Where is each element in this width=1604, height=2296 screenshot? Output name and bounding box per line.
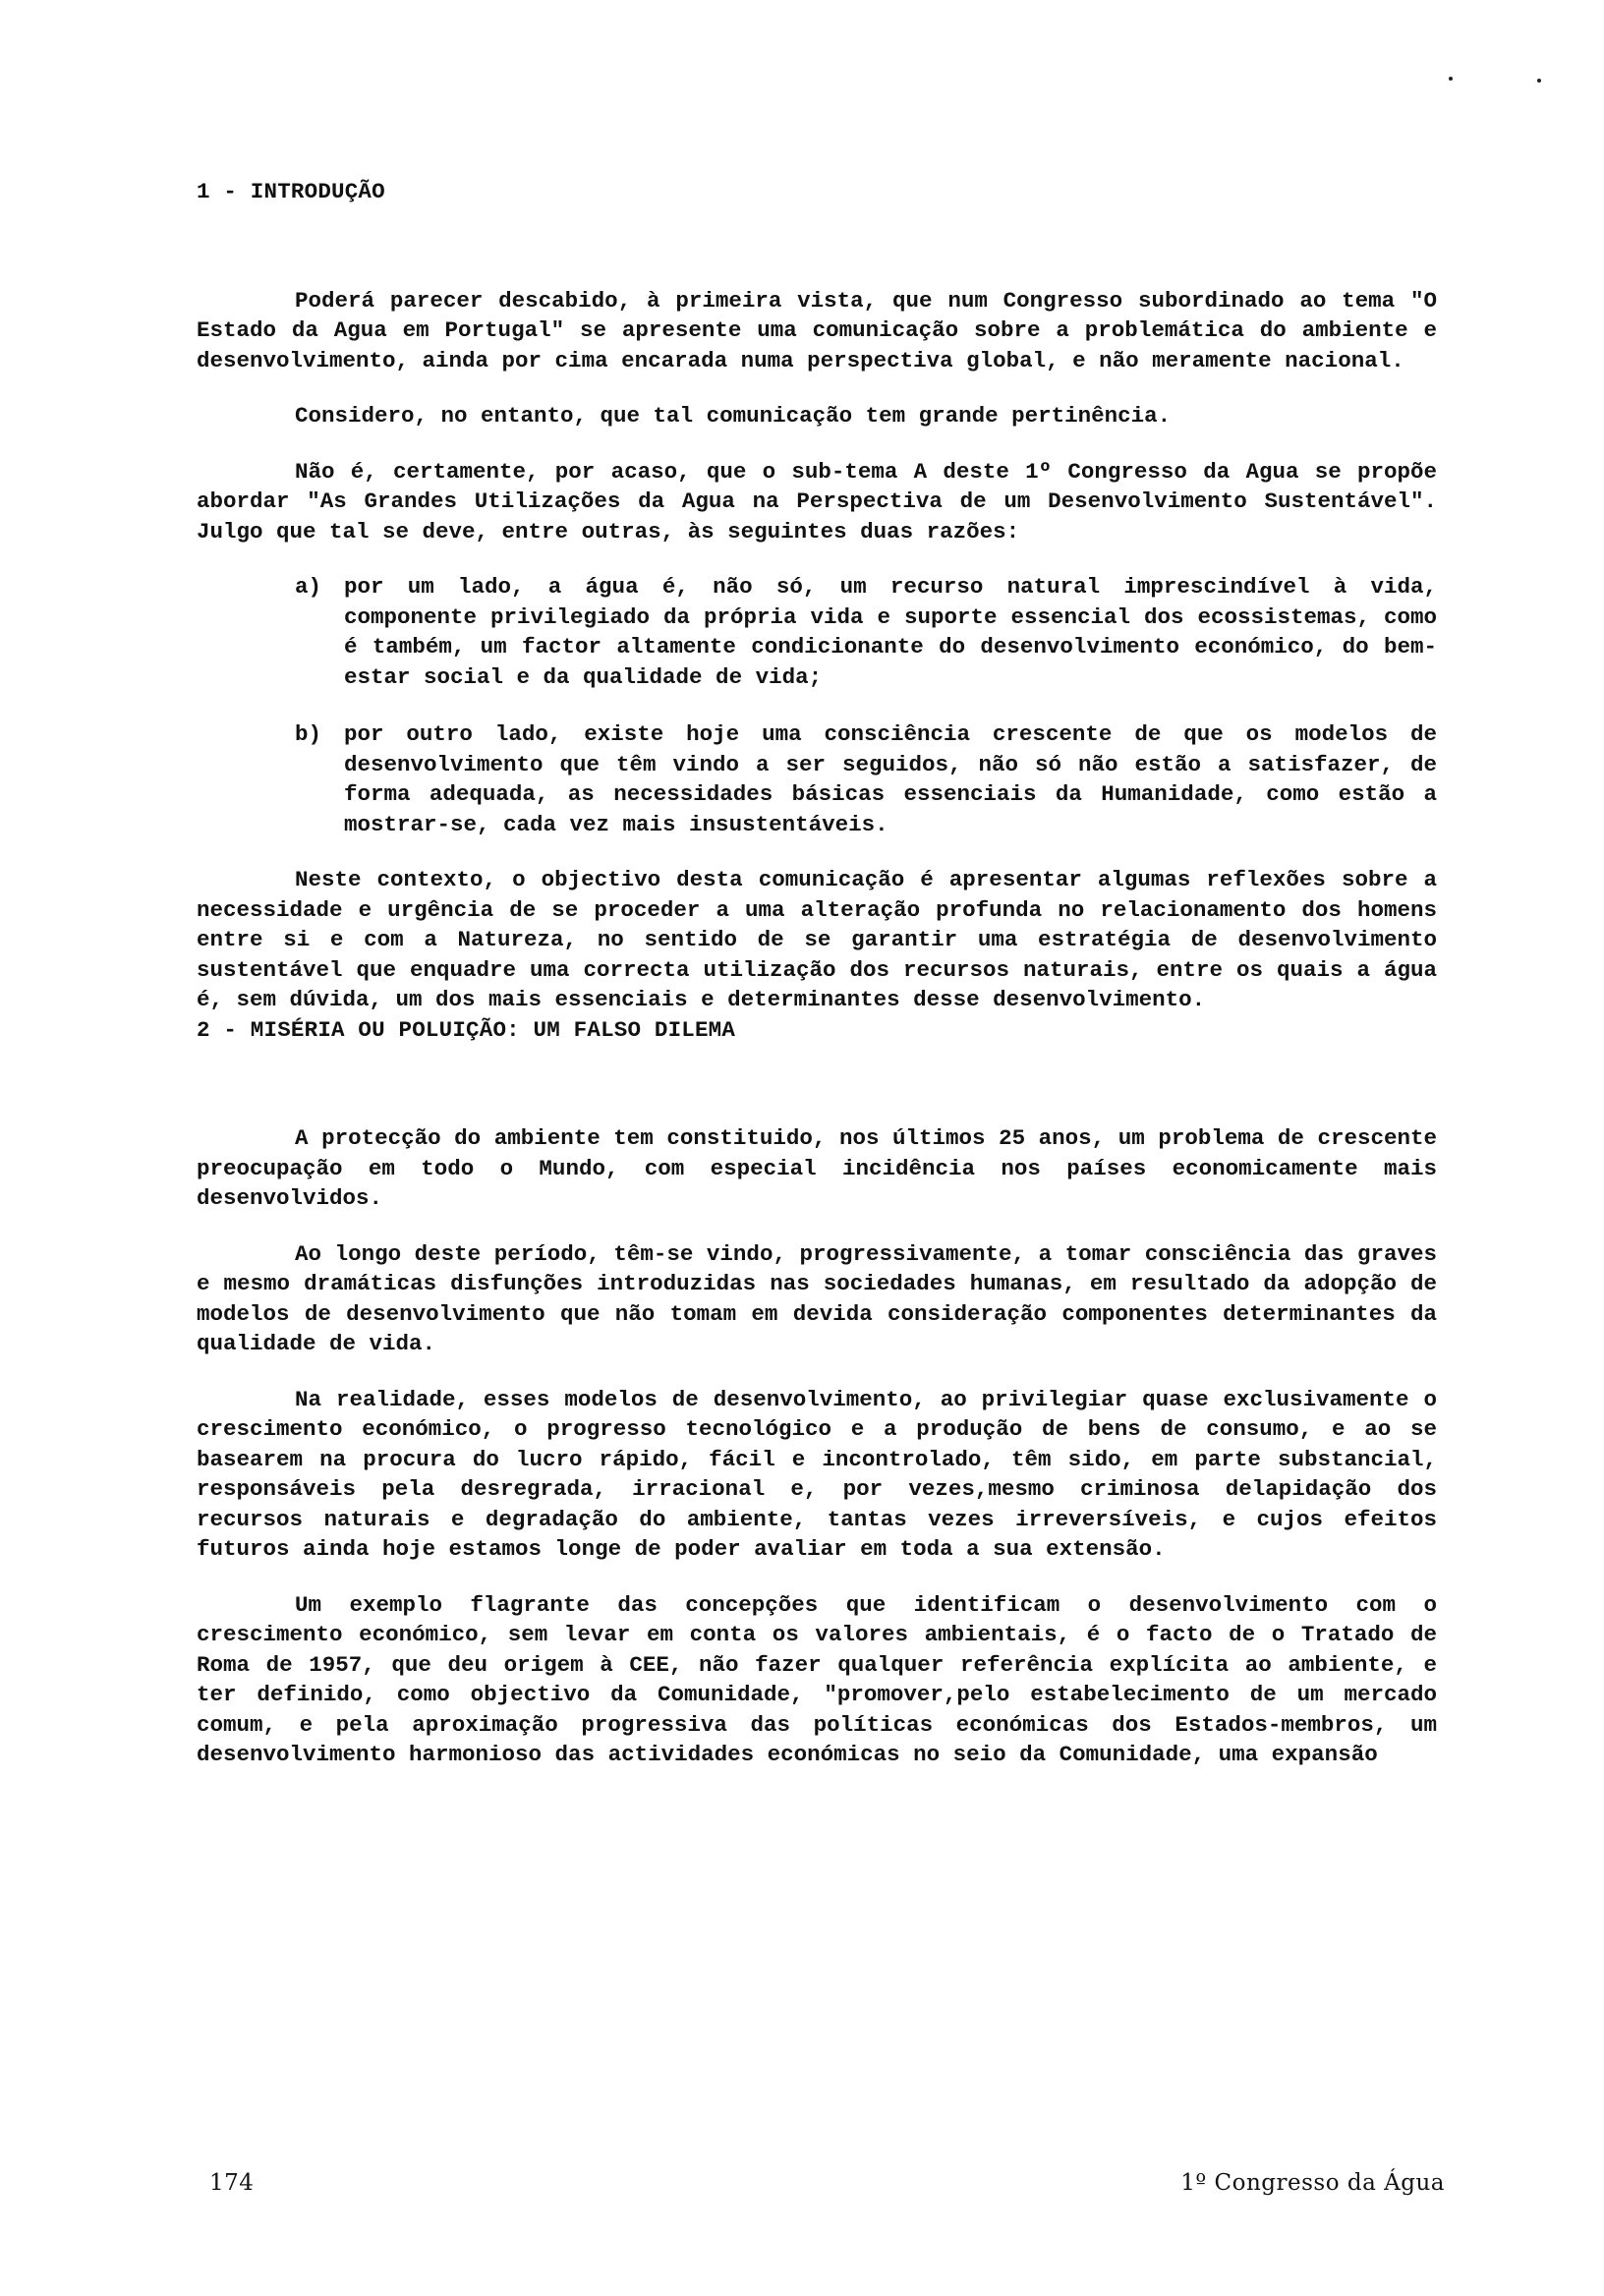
section-1-paragraph: Poderá parecer descabido, à primeira vista, que num Congresso subordinado ao tema "O Estado da Agua em Portugal" se apresente uma comunicação sobre a problemática do ambiente e desenvolvimento, ainda por cima encarada numa perspectiva global, e não meramente nacional. [197,287,1437,373]
section-1-paragraph: Não é, certamente, por acaso, que o sub-tema A deste 1º Congresso da Agua se propõe abordar "As Grandes Utilizações da Agua na Perspectiva de um Desenvolvimento Sustentável". Julgo que tal se deve, entre outras, às seguintes duas razões: [197,458,1437,545]
list-item [197,719,1437,839]
list-item [197,572,1437,692]
scan-speck [1449,77,1453,81]
section-2-paragraph: Um exemplo flagrante das concepções que identificam o desenvolvimento com o crescimento económico, sem levar em conta os valores ambientais, é o facto de o Tratado de Roma de 1957, que deu origem à CEE, não fazer qualquer referência explícita ao ambiente, e ter definido, como objectivo da Comunidade, "promover,pelo estabelecimento de um mercado comum, e pela aproximação progressiva das políticas económicas dos Estados-membros, um desenvolvimento harmonioso das actividades económicas no seio da Comunidade, uma expansão [197,1591,1437,1767]
section-1-closing-paragraph: Neste contexto, o objectivo desta comunicação é apresentar algumas reflexões sobre a necessidade e urgência de se proceder a uma alteração profunda no relacionamento dos homens entre si e com a Natureza, no sentido de se garantir uma estratégia de desenvolvimento sustentável que enquadre uma correcta utilização dos recursos naturais, entre os quais a água é, sem dúvida, um dos mais essenciais e determinantes desse desenvolvimento. [197,867,1437,1012]
section-1-heading: 1 - INTRODUÇÃO [197,179,385,204]
section-2-paragraph: A protecção do ambiente tem constituido, nos últimos 25 anos, um problema de crescente preocupação em todo o Mundo, com especial incidência nos países economicamente mais desenvolvidos. [197,1125,1437,1211]
page-number: 174 [209,2170,255,2196]
list-marker: b) [295,721,322,747]
section-2-heading: 2 - MISÉRIA OU POLUIÇÃO: UM FALSO DILEMA [197,1016,736,1043]
section-2-paragraph: Na realidade, esses modelos de desenvolvimento, ao privilegiar quase exclusivamente o crescimento económico, o progresso tecnológico e a produção de bens de consumo, e ao se basearem na procura do lucro rápido, fácil e incontrolado, têm sido, em parte substancial, responsáveis pela desregrada, irracional e, por vezes,mesmo criminosa delapidação dos recursos naturais e degradação do ambiente, tantas vezes irreversíveis, e cujos efeitos futuros ainda hoje estamos longe de poder avaliar em toda a sua extensão. [197,1386,1437,1562]
document-page [197,177,1437,1770]
reasons-list [197,572,1437,839]
list-item-text: por outro lado, existe hoje uma consciência crescente de que os modelos de desenvolvimento que têm vindo a ser seguidos, não só não estão a satisfazer, de forma adequada, as necessidades básicas essenciais da Humanidade, como estão a mostrar-se, cada vez mais insustentáveis. [344,721,1437,837]
page-footer [209,2170,1445,2196]
list-item-text: por um lado, a água é, não só, um recurso natural imprescindível à vida, componente privilegiado da própria vida e suporte essencial dos ecossistemas, como é também, um factor altamente condicionante do desenvolvimento económico, do bem-estar social e da qualidade de vida; [344,574,1437,690]
section-2-paragraph: Ao longo deste período, têm-se vindo, progressivamente, a tomar consciência das graves e mesmo dramáticas disfunções introduzidas nas sociedades humanas, em resultado da adopção de modelos de desenvolvimento que não tomam em devida consideração componentes determinantes da qualidade de vida. [197,1240,1437,1356]
scan-speck [1537,79,1541,83]
list-marker: a) [295,574,322,600]
section-1-paragraph: Considero, no entanto, que tal comunicação tem grande pertinência. [295,403,1172,429]
publication-title: 1º Congresso da Água [1180,2170,1445,2196]
